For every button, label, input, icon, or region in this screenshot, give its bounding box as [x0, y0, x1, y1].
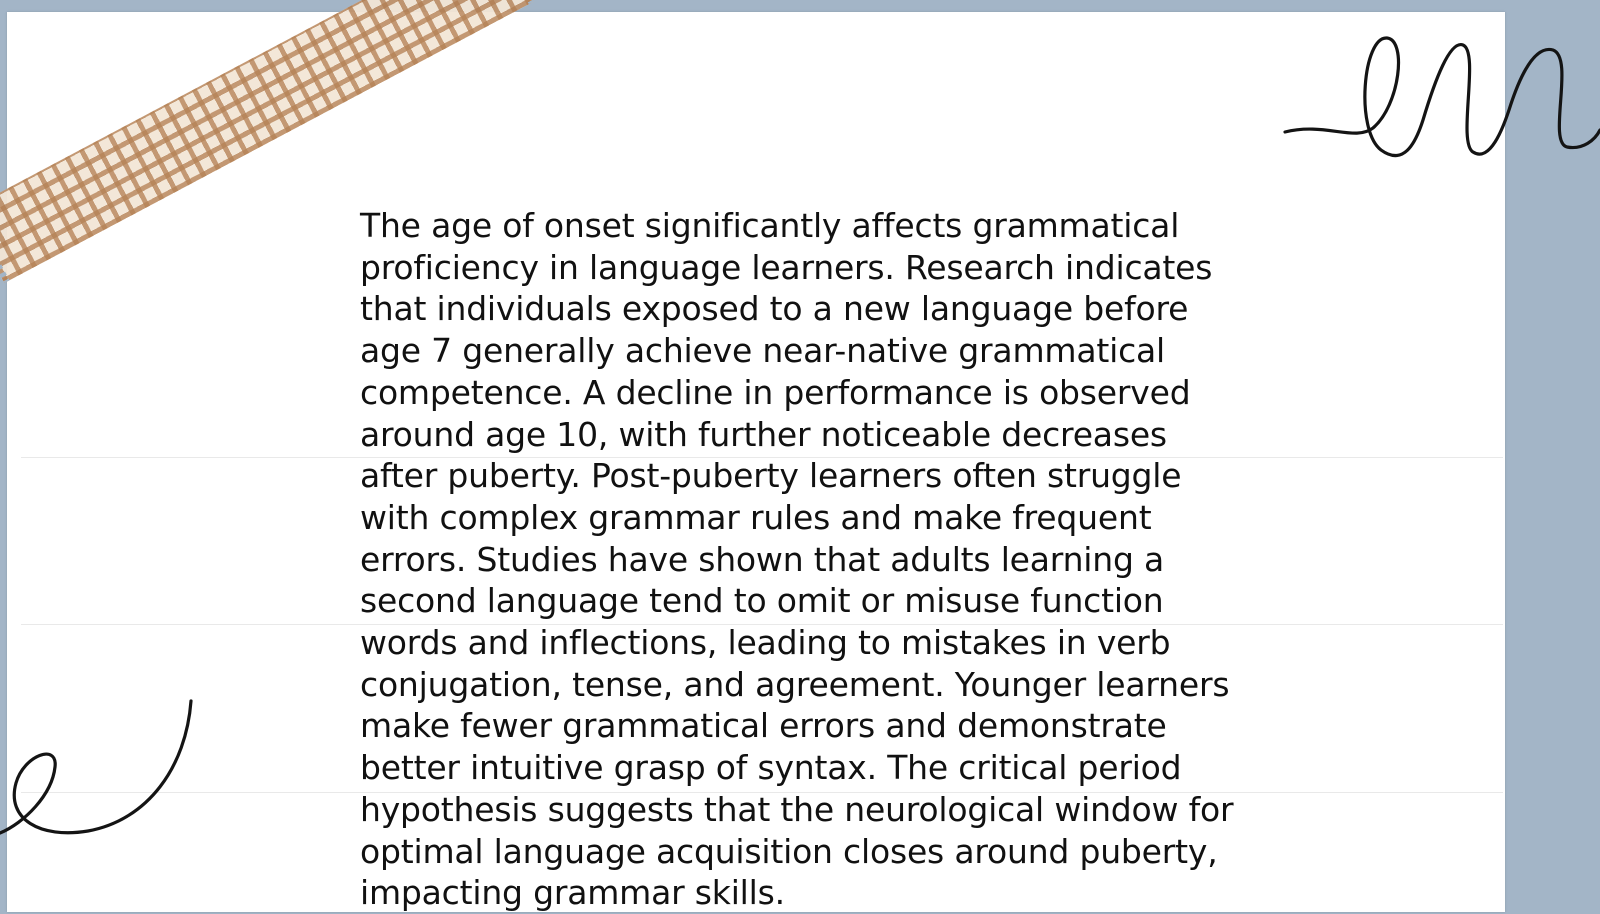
- body-paragraph: The age of onset significantly affects grammatical proficiency in language learners. Research indicates that individuals exposed to a new language before age 7 generally achieve near-native grammatical competence. A decline in performance is observed around age 10, with further noticeable decreases after puberty. Post-puberty learners often struggle with complex grammar rules and make frequent errors. Studies have shown that adults learning a second language tend to omit or misuse function words and inflections, leading to mistakes in verb conjugation, tense, and agreement. Younger learners make fewer grammatical errors and demonstrate better intuitive grasp of syntax. The critical period hypothesis suggests that the neurological window for optimal language acquisition closes around puberty, impacting grammar skills.: [360, 206, 1234, 913]
- swirl-doodle-icon: [0, 695, 200, 855]
- loop-doodle-icon: [1285, 30, 1600, 165]
